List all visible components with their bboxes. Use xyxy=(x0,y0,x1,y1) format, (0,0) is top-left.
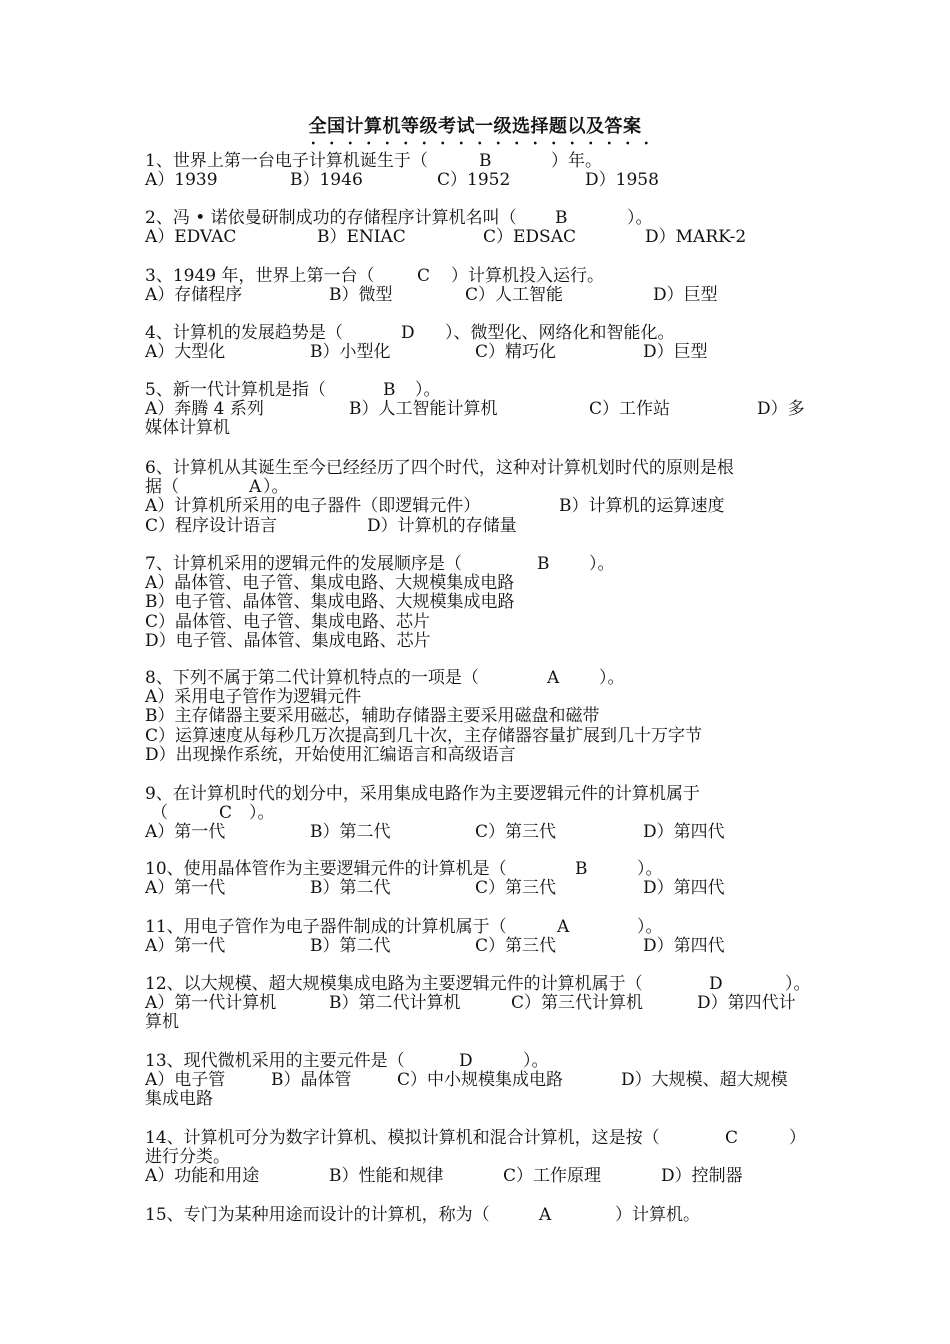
option-b: B）计算机的运算速度 xyxy=(559,496,725,517)
options-continuation xyxy=(145,419,810,438)
answer: B xyxy=(479,151,492,171)
option-b: B）性能和规律 xyxy=(329,1166,444,1187)
option-b: B）ENIAC xyxy=(317,227,406,248)
option-d: D）巨型 xyxy=(643,342,708,363)
question-stem xyxy=(145,975,810,994)
option-d: D）1958 xyxy=(585,170,659,191)
answer: B xyxy=(555,208,568,228)
option-b: B）第二代 xyxy=(310,878,391,899)
option-c: C）工作原理 xyxy=(503,1166,602,1187)
stem-text: 1、世界上第一台电子计算机诞生于（ xyxy=(145,151,428,171)
stem-text: 8、下列不属于第二代计算机特点的一项是（ xyxy=(145,668,479,688)
question-stem-cont xyxy=(145,478,810,497)
option-c: C）中小规模集成电路 xyxy=(397,1070,564,1091)
question-stem xyxy=(145,555,810,574)
option-line xyxy=(145,574,810,593)
option-line xyxy=(145,688,810,707)
option-c: C）工作站 xyxy=(589,399,671,420)
question-stem xyxy=(145,381,810,400)
stem-text: 5、新一代计算机是指（ xyxy=(145,380,326,400)
stem-text: 13、现代微机采用的主要元件是（ xyxy=(145,1051,405,1071)
stem-text: 7、计算机采用的逻辑元件的发展顺序是（ xyxy=(145,554,462,574)
stem-end: ）。 xyxy=(249,803,275,824)
options-row xyxy=(145,994,810,1013)
option-d: D）出现操作系统，开始使用汇编语言和高级语言 xyxy=(145,744,516,765)
options-row xyxy=(145,343,810,362)
option-line xyxy=(145,632,810,651)
stem-text: 14、计算机可分为数字计算机、模拟计算机和混合计算机，这是按（ xyxy=(145,1128,660,1148)
option-a: A）大型化 xyxy=(145,342,226,363)
option-a: A）存储程序 xyxy=(145,285,243,306)
option-b: B）小型化 xyxy=(310,342,391,363)
options-row xyxy=(145,286,810,305)
stem-end: ）。 xyxy=(263,477,289,498)
document-title-text: 全国计算机等级考试一级选择题以及答案 xyxy=(308,116,642,137)
option-b: B）1946 xyxy=(290,170,363,191)
option-a: A）第一代计算机 xyxy=(145,993,277,1014)
stem-text: 12、以大规模、超大规模集成电路为主要逻辑元件的计算机属于（ xyxy=(145,974,643,994)
question-15 xyxy=(145,1206,810,1225)
option-d-continued: 集成电路 xyxy=(145,1089,213,1110)
stem-end: ）计算机投入运行。 xyxy=(451,266,604,286)
question-stem xyxy=(145,459,810,478)
answer: B xyxy=(575,859,588,879)
option-c: C）第三代 xyxy=(475,878,557,899)
option-d: D）MARK-2 xyxy=(645,227,747,248)
question-4 xyxy=(145,324,810,362)
option-a: A）晶体管、电子管、集成电路、大规模集成电路 xyxy=(145,573,515,594)
options-row xyxy=(145,879,810,898)
answer: A xyxy=(547,668,560,688)
option-line xyxy=(145,613,810,632)
stem-text: 9、在计算机时代的划分中，采用集成电路作为主要逻辑元件的计算机属于 xyxy=(145,784,700,804)
option-c: C）1952 xyxy=(437,170,511,191)
answer: A xyxy=(539,1205,552,1225)
option-a: A）1939 xyxy=(145,170,218,191)
option-line xyxy=(145,727,810,746)
options-continuation xyxy=(145,1090,810,1109)
option-a: A）计算机所采用的电子器件（即逻辑元件） xyxy=(145,496,481,517)
option-c: C）晶体管、电子管、集成电路、芯片 xyxy=(145,611,431,632)
options-row xyxy=(145,228,810,247)
options-row xyxy=(145,1071,810,1090)
question-stem xyxy=(145,209,810,228)
option-c: C）程序设计语言 xyxy=(145,515,278,536)
option-b: B）微型 xyxy=(329,285,393,306)
option-c: C）第三代计算机 xyxy=(511,993,644,1014)
answer: C xyxy=(417,266,431,286)
option-c: C）EDSAC xyxy=(483,227,576,248)
option-b: B）晶体管 xyxy=(271,1070,352,1091)
answer: B xyxy=(383,380,396,400)
option-c: C）运算速度从每秒几万次提高到几十次，主存储器容量扩展到几十万字节 xyxy=(145,725,703,746)
question-8 xyxy=(145,669,810,765)
option-c: C）人工智能 xyxy=(465,285,564,306)
option-b: B）主存储器主要采用磁芯，辅助存储器主要采用磁盘和磁带 xyxy=(145,706,600,727)
question-14 xyxy=(145,1129,810,1187)
options-row xyxy=(145,823,810,842)
option-a: A）EDVAC xyxy=(145,227,237,248)
options-continuation xyxy=(145,1013,810,1032)
question-6 xyxy=(145,459,810,536)
stem-end: ） xyxy=(789,1128,806,1148)
option-a: A）采用电子管作为逻辑元件 xyxy=(145,687,362,708)
question-stem xyxy=(145,918,810,937)
option-a: A）电子管 xyxy=(145,1070,226,1091)
option-a: A）奔腾 4 系列 xyxy=(145,399,264,420)
option-d: D）控制器 xyxy=(661,1166,743,1187)
option-d: D）第四代 xyxy=(643,822,725,843)
answer: D xyxy=(401,323,415,343)
stem-end: ）计算机。 xyxy=(615,1205,700,1225)
option-d: D）第四代计 xyxy=(697,993,796,1014)
option-c: C）第三代 xyxy=(475,822,557,843)
answer: C xyxy=(725,1128,739,1148)
document-title xyxy=(0,112,950,146)
option-b: B）第二代计算机 xyxy=(329,993,461,1014)
stem-end: ）、微型化、网络化和智能化。 xyxy=(445,323,675,343)
option-b: B）电子管、晶体管、集成电路、大规模集成电路 xyxy=(145,592,515,613)
question-5 xyxy=(145,381,810,439)
stem-text: 11、用电子管作为电子器件制成的计算机属于（ xyxy=(145,917,507,937)
option-line xyxy=(145,746,810,765)
emphasis-dots xyxy=(300,140,650,146)
answer: D xyxy=(709,974,723,994)
options-row xyxy=(145,517,810,536)
question-stem xyxy=(145,267,810,286)
question-11 xyxy=(145,918,810,956)
answer: B xyxy=(537,554,550,574)
option-b: B）第二代 xyxy=(310,822,391,843)
question-stem xyxy=(145,1129,810,1148)
question-1 xyxy=(145,152,810,190)
options-row xyxy=(145,400,810,419)
stem-end: ）。 xyxy=(523,1051,549,1071)
option-d: D）第四代 xyxy=(643,936,725,957)
option-line xyxy=(145,593,810,612)
question-stem-cont xyxy=(145,804,810,823)
option-d: D）计算机的存储量 xyxy=(367,515,517,536)
options-row xyxy=(145,937,810,956)
answer: A xyxy=(557,917,570,937)
answer: D xyxy=(459,1051,473,1071)
option-line xyxy=(145,707,810,726)
question-stem xyxy=(145,324,810,343)
stem-text: 6、计算机从其诞生至今已经经历了四个时代，这种对计算机划时代的原则是根 xyxy=(145,458,734,478)
stem-text: 4、计算机的发展趋势是（ xyxy=(145,323,343,343)
stem-text: 3、1949 年，世界上第一台（ xyxy=(145,266,375,286)
option-d: D）第四代 xyxy=(643,878,725,899)
question-stem-cont xyxy=(145,1148,810,1167)
option-d: D）电子管、晶体管、集成电路、芯片 xyxy=(145,630,431,651)
option-a: A）第一代 xyxy=(145,878,226,899)
options-row xyxy=(145,497,810,516)
option-d-continued: 媒体计算机 xyxy=(145,418,230,439)
answer: C xyxy=(219,803,233,824)
option-d: D）大规模、超大规模 xyxy=(621,1070,788,1091)
question-stem xyxy=(145,785,810,804)
question-stem xyxy=(145,1206,810,1225)
option-c: C）第三代 xyxy=(475,936,557,957)
stem-end: ）。 xyxy=(589,554,615,574)
question-9 xyxy=(145,785,810,843)
option-d-continued: 算机 xyxy=(145,1012,179,1033)
stem-end: ）。 xyxy=(637,859,663,879)
question-stem xyxy=(145,152,810,171)
stem-end: ）年。 xyxy=(551,151,602,171)
question-10 xyxy=(145,860,810,898)
options-row xyxy=(145,1167,810,1186)
option-d: D）多 xyxy=(757,399,805,420)
stem-text: 2、冯 • 诺依曼研制成功的存储程序计算机名叫（ xyxy=(145,208,517,228)
stem-text: 10、使用晶体管作为主要逻辑元件的计算机是（ xyxy=(145,859,507,879)
stem-end: ）。 xyxy=(415,380,441,400)
option-a: A）第一代 xyxy=(145,822,226,843)
option-d: D）巨型 xyxy=(653,285,718,306)
stem-text: 进行分类。 xyxy=(145,1147,230,1168)
question-7 xyxy=(145,555,810,651)
option-a: A）第一代 xyxy=(145,936,226,957)
stem-end: ）。 xyxy=(785,974,811,994)
question-12 xyxy=(145,975,810,1033)
option-c: C）精巧化 xyxy=(475,342,557,363)
option-a: A）功能和用途 xyxy=(145,1166,260,1187)
stem-text: 据（ xyxy=(145,477,179,498)
stem-text: （ xyxy=(151,803,168,824)
question-13 xyxy=(145,1052,810,1110)
question-stem xyxy=(145,860,810,879)
question-3 xyxy=(145,267,810,305)
answer: A xyxy=(249,477,262,498)
stem-end: ）。 xyxy=(599,668,625,688)
question-stem xyxy=(145,1052,810,1071)
options-row xyxy=(145,171,810,190)
option-b: B）第二代 xyxy=(310,936,391,957)
stem-end: ）。 xyxy=(637,917,663,937)
stem-text: 15、专门为某种用途而设计的计算机，称为（ xyxy=(145,1205,490,1225)
question-stem xyxy=(145,669,810,688)
question-2 xyxy=(145,209,810,247)
stem-end: ）。 xyxy=(627,208,653,228)
option-b: B）人工智能计算机 xyxy=(349,399,498,420)
